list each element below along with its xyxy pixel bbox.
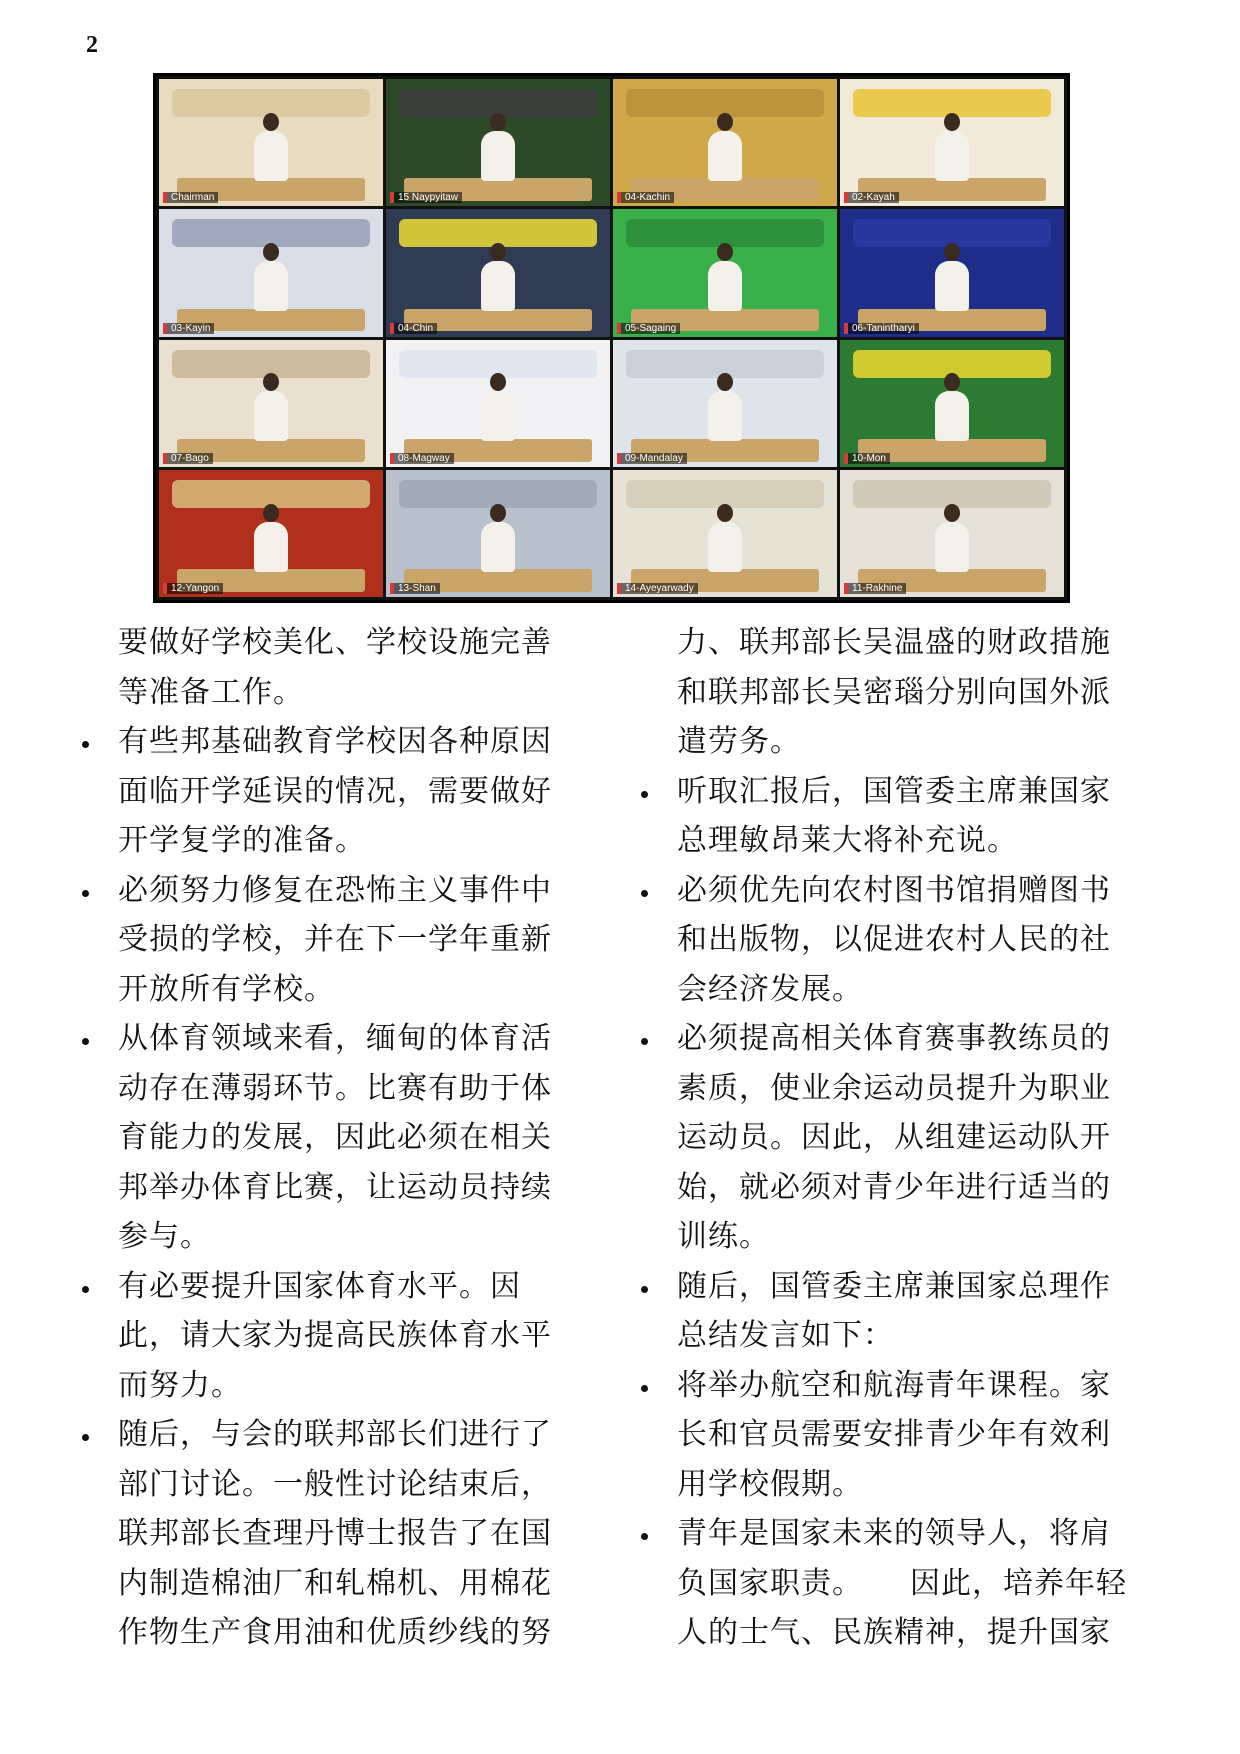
text-line: 总理敏昂莱大将补充说。 xyxy=(677,823,1018,858)
participant-figure xyxy=(935,522,969,572)
text-line: 而努力。 xyxy=(118,1367,242,1403)
participant-figure xyxy=(935,261,969,311)
text-line: 面临开学延误的情况，需要做好 xyxy=(118,773,552,809)
bullet-item xyxy=(118,1410,603,1658)
text-line: 要做好学校美化、学校设施完善 xyxy=(118,625,552,660)
text-line: 必须优先向农村图书馆捐赠图书 xyxy=(677,872,1111,908)
tile-caption: 03-Kayin xyxy=(163,323,214,334)
text-line: 从体育领域来看，缅甸的体育活 xyxy=(118,1021,552,1056)
text-line: 有必要提升国家体育水平。因 xyxy=(118,1268,521,1304)
participant-figure xyxy=(708,391,742,441)
text-line: 长和官员需要安排青少年有效利 xyxy=(677,1417,1111,1452)
right-lead-paragraph xyxy=(677,618,1162,767)
text-line: 随后，与会的联邦部长们进行了 xyxy=(118,1417,552,1452)
text-line: 听取汇报后，国管委主席兼国家 xyxy=(677,773,1111,809)
text-line: 负国家职责。 因此，培养年轻 xyxy=(677,1565,1127,1601)
text-line: 力、联邦部长吴温盛的财政措施 xyxy=(677,625,1111,660)
conference-tile xyxy=(613,470,837,597)
conference-tile xyxy=(159,79,383,206)
tile-caption: Chairman xyxy=(163,192,218,203)
text-line: 必须努力修复在恐怖主义事件中 xyxy=(118,872,552,908)
text-line: 遣劳务。 xyxy=(677,724,801,759)
conference-tile xyxy=(159,340,383,467)
bullet-item xyxy=(677,767,1162,866)
text-line: 随后，国管委主席兼国家总理作 xyxy=(677,1268,1111,1304)
text-line: 内制造棉油厂和轧棉机、用棉花 xyxy=(118,1565,552,1601)
left-column xyxy=(118,618,603,1658)
text-line: 作物生产食用油和优质纱线的努 xyxy=(118,1615,552,1650)
text-line: 青年是国家未来的领导人，将肩 xyxy=(677,1516,1111,1551)
text-line: 和出版物，以促进农村人民的社 xyxy=(677,922,1111,957)
text-line: 用学校假期。 xyxy=(677,1466,863,1502)
text-line: 动存在薄弱环节。比赛有助于体 xyxy=(118,1070,552,1106)
text-line: 和联邦部长吴密瑙分别向国外派 xyxy=(677,674,1111,710)
tile-caption: 15 Naypyitaw xyxy=(390,192,462,203)
text-line: 会经济发展。 xyxy=(677,971,863,1007)
conference-tile xyxy=(159,209,383,336)
bullet-item xyxy=(677,866,1162,1015)
conference-tile xyxy=(386,79,610,206)
participant-figure xyxy=(254,261,288,311)
text-line: 参与。 xyxy=(118,1219,211,1254)
participant-figure xyxy=(708,131,742,181)
bullet-item xyxy=(677,1509,1162,1658)
text-line: 邦举办体育比赛，让运动员持续 xyxy=(118,1169,552,1205)
conference-tile xyxy=(840,209,1064,336)
text-line: 始，就必须对青少年进行适当的 xyxy=(677,1169,1111,1205)
tile-caption: 08-Magway xyxy=(390,453,454,464)
text-line: 有些邦基础教育学校因各种原因 xyxy=(118,724,552,759)
conference-tile xyxy=(613,209,837,336)
conference-tile xyxy=(386,209,610,336)
tile-caption: 14-Ayeyarwady xyxy=(617,583,698,594)
right-column xyxy=(677,618,1162,1658)
right-bullet-list xyxy=(677,767,1162,1658)
participant-figure xyxy=(254,522,288,572)
bullet-item xyxy=(677,1014,1162,1262)
participant-figure xyxy=(481,522,515,572)
text-line: 等准备工作。 xyxy=(118,674,304,710)
tile-caption: 10-Mon xyxy=(844,453,890,464)
participant-figure xyxy=(254,391,288,441)
left-bullet-list xyxy=(118,717,603,1658)
text-line: 此，请大家为提高民族体育水平 xyxy=(118,1318,552,1353)
text-line: 素质，使业余运动员提升为职业 xyxy=(677,1070,1111,1106)
page-number: 2 xyxy=(86,32,98,58)
conference-grid xyxy=(159,79,1064,597)
text-line: 将举办航空和航海青年课程。家 xyxy=(677,1367,1111,1403)
text-line: 训练。 xyxy=(677,1219,770,1254)
text-line: 开学复学的准备。 xyxy=(118,823,366,858)
text-line: 人的士气、民族精神，提升国家 xyxy=(677,1615,1111,1650)
participant-figure xyxy=(481,131,515,181)
bullet-item xyxy=(118,1262,603,1411)
tile-caption: 04-Chin xyxy=(390,323,437,334)
text-line: 开放所有学校。 xyxy=(118,971,335,1007)
conference-tile xyxy=(613,79,837,206)
conference-tile xyxy=(386,470,610,597)
text-line: 运动员。因此，从组建运动队开 xyxy=(677,1120,1111,1155)
bullet-item xyxy=(118,717,603,866)
conference-tile xyxy=(840,340,1064,467)
participant-figure xyxy=(481,261,515,311)
text-line: 必须提高相关体育赛事教练员的 xyxy=(677,1021,1111,1056)
video-conference-photo xyxy=(153,73,1070,603)
conference-tile xyxy=(840,79,1064,206)
tile-caption: 12-Yangon xyxy=(163,583,223,594)
text-line: 受损的学校，并在下一学年重新 xyxy=(118,922,552,957)
text-line: 总结发言如下： xyxy=(677,1318,894,1353)
left-lead-paragraph xyxy=(118,618,603,717)
conference-tile xyxy=(613,340,837,467)
conference-tile xyxy=(159,470,383,597)
tile-caption: 02-Kayah xyxy=(844,192,899,203)
participant-figure xyxy=(708,522,742,572)
participant-figure xyxy=(935,391,969,441)
bullet-item xyxy=(118,866,603,1015)
participant-figure xyxy=(708,261,742,311)
tile-caption: 11-Rakhine xyxy=(844,583,906,594)
tile-caption: 13-Shan xyxy=(390,583,440,594)
text-line: 育能力的发展，因此必须在相关 xyxy=(118,1120,552,1155)
tile-caption: 06-Tanintharyi xyxy=(844,323,919,334)
tile-caption: 05-Sagaing xyxy=(617,323,680,334)
bullet-item xyxy=(677,1361,1162,1510)
tile-caption: 04-Kachin xyxy=(617,192,674,203)
participant-figure xyxy=(935,131,969,181)
tile-caption: 07-Bago xyxy=(163,453,213,464)
tile-caption: 09-Mandalay xyxy=(617,453,687,464)
text-line: 部门讨论。一般性讨论结束后， xyxy=(118,1466,552,1502)
participant-figure xyxy=(254,131,288,181)
participant-figure xyxy=(481,391,515,441)
conference-tile xyxy=(840,470,1064,597)
text-line: 联邦部长查理丹博士报告了在国 xyxy=(118,1516,552,1551)
conference-tile xyxy=(386,340,610,467)
bullet-item xyxy=(677,1262,1162,1361)
bullet-item xyxy=(118,1014,603,1262)
